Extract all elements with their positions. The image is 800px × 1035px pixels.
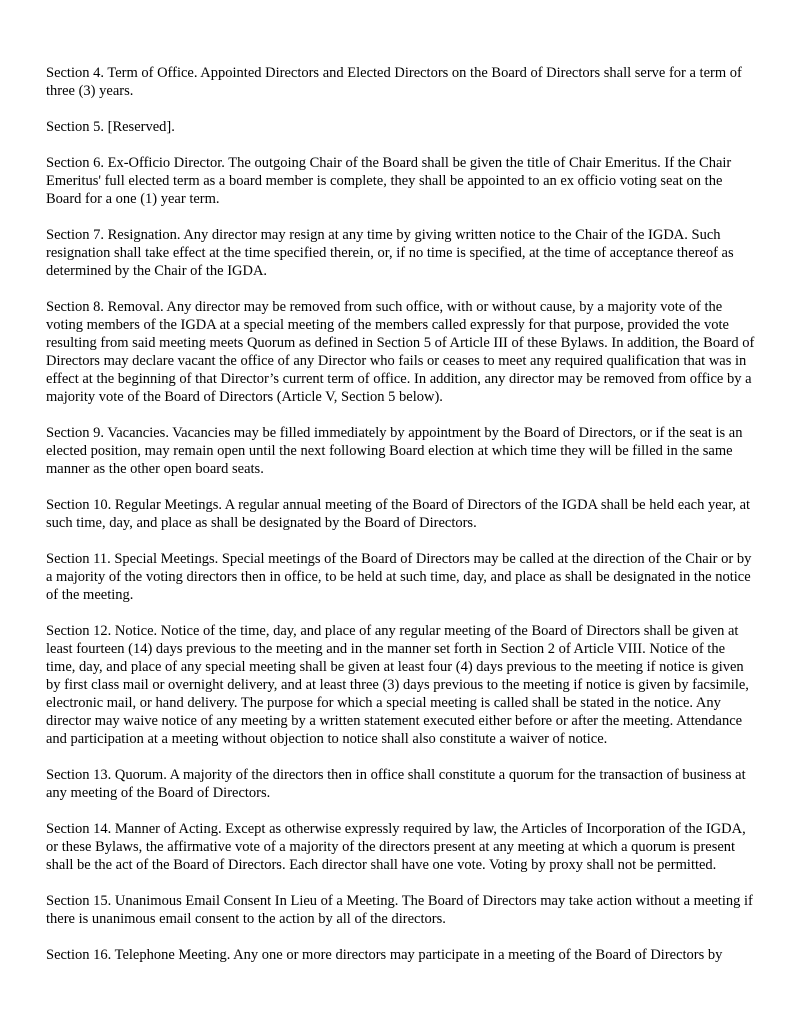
paragraph-section-5: Section 5. [Reserved].: [46, 119, 175, 135]
paragraph-section-6: Section 6. Ex-Officio Director. The outgoing Chair of the Board shall be given the title of Chair Emeritus. If the Chair Emeritus' full elected term as a board member is complete, they shall be appointed to an ex officio voting seat on the Board for a one (1) year term.: [46, 155, 732, 207]
paragraph-section-8: Section 8. Removal. Any director may be removed from such office, with or without cause, by a majority vote of the voting members of the IGDA at a special meeting of the members called expressly for that purpose, provided the vote resulting from said meeting meets Quorum as defined in Section 5 of Article III of these Bylaws. In addition, the Board of Directors may declare vacant the office of any Director who fails or ceases to meet any required qualification that was in effect at the beginning of that Director’s current term of office. In addition, any director may be removed from office by a majority vote of the Board of Directors (Article V, Section 5 below).: [46, 299, 755, 405]
paragraph-section-10: Section 10. Regular Meetings. A regular annual meeting of the Board of Directors of the IGDA shall be held each year, at such time, day, and place as shall be designated by the Board of Directors.: [46, 497, 751, 531]
paragraph-section-4: Section 4. Term of Office. Appointed Directors and Elected Directors on the Board of Directors shall serve for a term of three (3) years.: [46, 65, 742, 99]
paragraph-section-13: Section 13. Quorum. A majority of the directors then in office shall constitute a quorum for the transaction of business at any meeting of the Board of Directors.: [46, 767, 746, 801]
paragraph-section-9: Section 9. Vacancies. Vacancies may be filled immediately by appointment by the Board of Directors, or if the seat is an elected position, may remain open until the next following Board election at which time they will be filled in the same manner as the other open board seats.: [46, 425, 743, 477]
paragraph-section-7: Section 7. Resignation. Any director may resign at any time by giving written notice to the Chair of the IGDA. Such resignation shall take effect at the time specified therein, or, if no time is specified, at the time of acceptance thereof as determined by the Chair of the IGDA.: [46, 227, 734, 279]
paragraph-section-16: Section 16. Telephone Meeting. Any one or more directors may participate in a meeting of the Board of Directors by: [46, 947, 723, 963]
paragraph-section-14: Section 14. Manner of Acting. Except as otherwise expressly required by law, the Articles of Incorporation of the IGDA, or these Bylaws, the affirmative vote of a majority of the directors present at any meeting at which a quorum is present shall be the act of the Board of Directors. Each director shall have one vote. Voting by proxy shall not be permitted.: [46, 821, 746, 873]
paragraph-section-15: Section 15. Unanimous Email Consent In Lieu of a Meeting. The Board of Directors may take action without a meeting if there is unanimous email consent to the action by all of the directors.: [46, 893, 753, 927]
paragraph-section-12: Section 12. Notice. Notice of the time, day, and place of any regular meeting of the Board of Directors shall be given at least fourteen (14) days previous to the meeting and in the manner set forth in Section 2 of Article VIII. Notice of the time, day, and place of any special meeting shall be given at least four (4) days previous to the meeting if notice is given by first class mail or overnight delivery, and at least three (3) days previous to the meeting if notice is given by facsimile, electronic mail, or hand delivery. The purpose for which a special meeting is called shall be stated in the notice. Any director may waive notice of any meeting by a written statement executed either before or after the meeting. Attendance and participation at a meeting without objection to notice shall also constitute a waiver of notice.: [46, 623, 749, 747]
paragraph-section-11: Section 11. Special Meetings. Special meetings of the Board of Directors may be called at the direction of the Chair or by a majority of the voting directors then in office, to be held at such time, day, and place as shall be designated in the notice of the meeting.: [46, 551, 752, 603]
